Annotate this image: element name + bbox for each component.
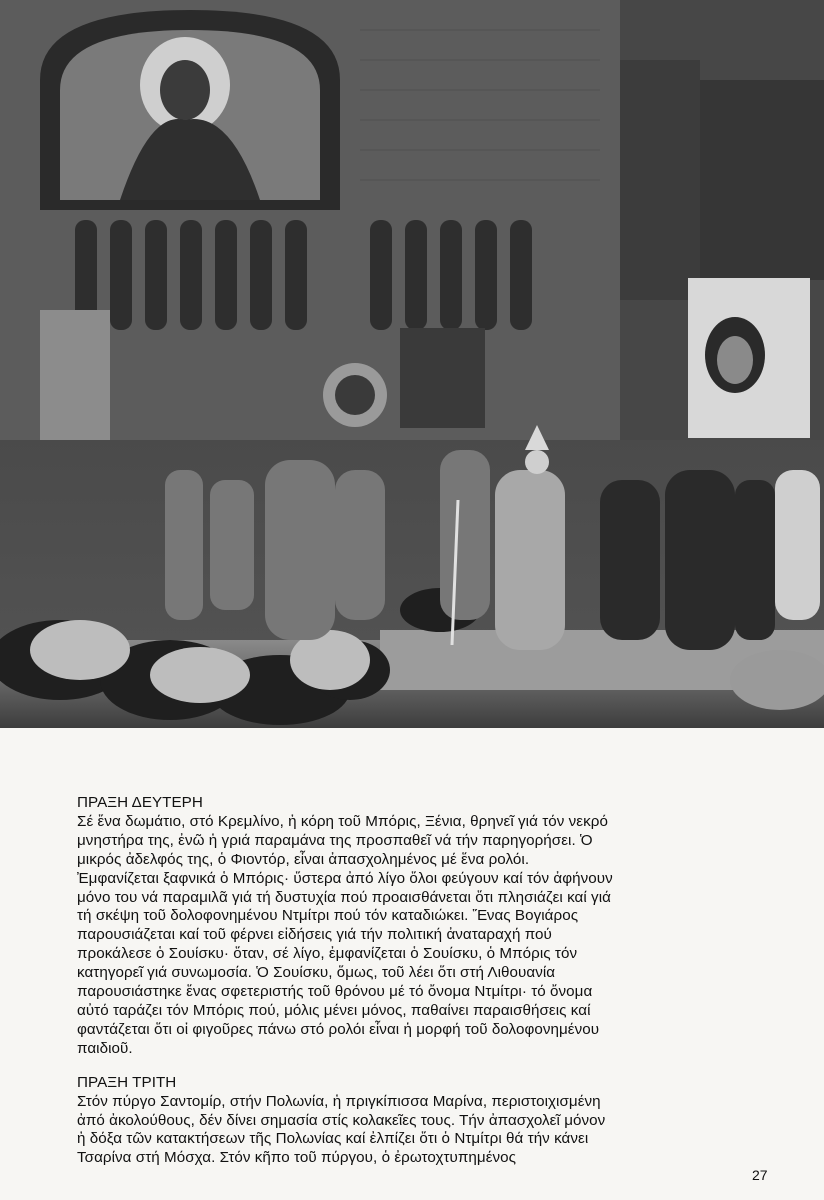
act-three-section [77,1074,757,1169]
paragraph-line: Σέ ἕνα δωμάτιο, στό Κρεμλίνο, ἡ κόρη τοῦ Μπόρις, Ξένια, θρηνεῖ γιά τόν νεκρό [77,812,608,830]
paragraph-line: Στόν πύργο Σαντομίρ, στήν Πολωνία, ἡ πριγκίπισσα Μαρίνα, περιστοιχισμένη [77,1092,601,1110]
act-three-heading: ΠΡΑΞΗ ΤΡΙΤΗ [77,1073,177,1091]
paragraph-line: μικρός ἀδελφός της, ὁ Φιοντόρ, εἶναι ἀπασχολημένος μέ ἕνα ρολόι. [77,850,530,868]
synopsis-text [77,794,757,1183]
paragraph-line: τή σκέψη τοῦ δολοφονημένου Ντμίτρι πού τόν καταδιώκει. Ἕνας Βογιάρος [77,907,579,925]
paragraph-line: προκάλεσε ὁ Σουίσκυ· ὅταν, σέ λίγο, ἐμφανίζεται ὁ Σουίσκυ, ὁ Μπόρις τόν [77,945,578,963]
act-two-heading: ΠΡΑΞΗ ΔΕΥΤΕΡΗ [77,794,203,811]
paragraph-line: φαντάζεται ὅτι οἱ φιγοῦρες πάνω στό ρολόι εἶναι ἡ μορφή τοῦ δολοφονημένου [77,1020,600,1038]
act-two-section [77,794,757,1059]
paragraph-line: ἡ δόξα τῶν κατακτήσεων τῆς Πολωνίας καί ἐλπίζει ὅτι ὁ Ντμίτρι θά τήν κάνει [77,1130,589,1148]
paragraph-line: παρουσιάστηκε ἕνας σφετεριστής τοῦ θρόνου μέ τό ὄνομα Ντμίτρι· τό ὄνομα [77,983,593,1001]
paragraph-line: Τσαρίνα στή Μόσχα. Στόν κῆπο τοῦ πύργου, ὁ ἐρωτοχτυπημένος [77,1149,517,1167]
paragraph-line: ἀπό ἀκολούθους, δέν δίνει σημασία στίς κολακεῖες τους. Τήν ἀπασχολεῖ μόνον [77,1111,606,1129]
paragraph-line: κατηγορεῖ γιά συνωμοσία. Ὁ Σουίσκυ, ὅμως, τοῦ λέει ὅτι στή Λιθουανία [77,964,556,982]
paragraph-line: Ἐμφανίζεται ξαφνικά ὁ Μπόρις· ὕστερα ἀπό λίγο ὅλοι φεύγουν καί τόν ἀφήνουν [77,869,613,887]
paragraph-line: παρουσιάζεται καί τοῦ φέρνει εἰδήσεις γιά τήν πολιτική ἀναταραχή πού [77,926,552,944]
paragraph-line: αὐτό ταράζει τόν Μπόρις πού, μόλις μένει μόνος, παθαίνει παραισθήσεις καί [77,1001,591,1019]
paragraph-line: μνηστήρα της, ἐνῶ ἡ γριά παραμάνα της προσπαθεῖ νά τήν παρηγορήσει. Ὁ [77,831,593,849]
paragraph-line: μόνο του νά παραμιλᾶ γιά τή δυστυχία πού προαισθάνεται ὅτι πλησιάζει καί γιά [77,888,611,906]
page-number: 27 [752,1167,768,1183]
paragraph-line: παιδιοῦ. [77,1039,133,1057]
